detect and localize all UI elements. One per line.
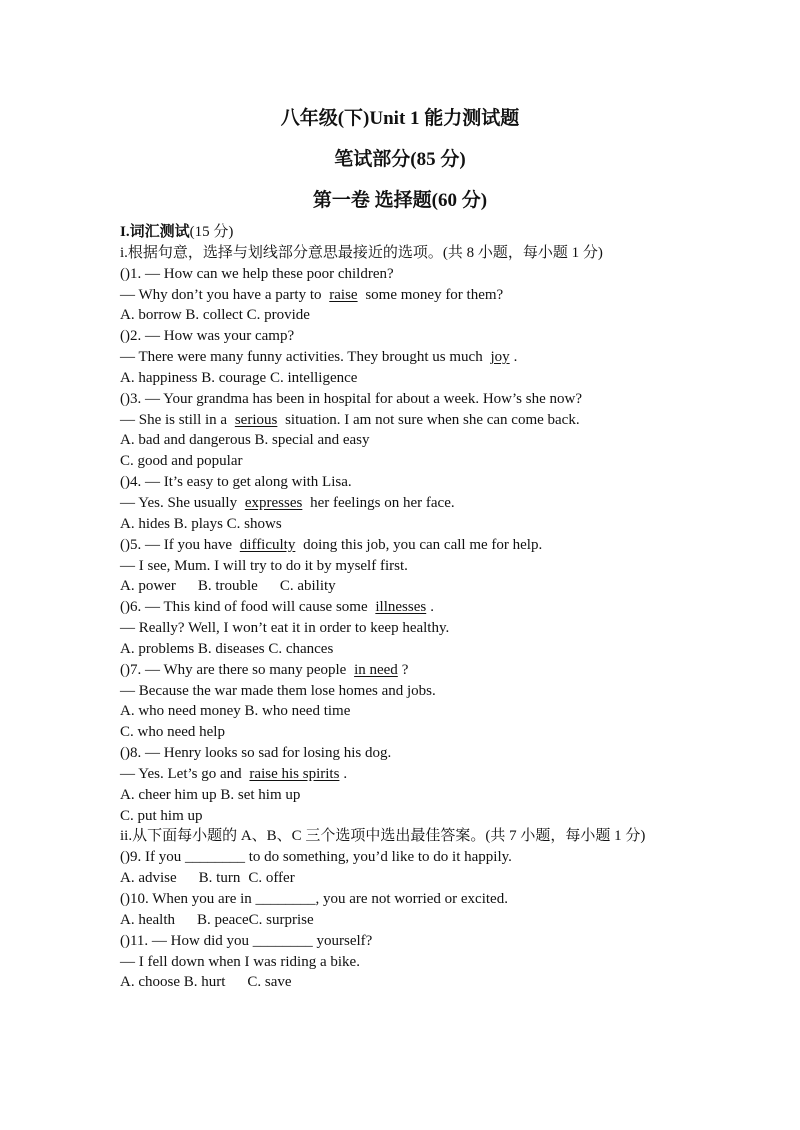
reply-text: — Why don’t you have a party to [120,286,322,303]
prompt-text: ()7. — Why are there so many people [120,661,347,678]
reply-text: — She is still in a [120,411,228,428]
question-10-options [120,910,690,931]
question-8-options-line-2: C. put him up [120,807,203,824]
part-title: 笔试部分(85 分) [334,149,466,170]
question-1-reply [120,285,690,306]
option-c: C. ability [279,578,336,595]
underlined-word: illnesses [375,599,427,616]
question-7-reply: — Because the war made them lose homes and jobs. [120,682,436,699]
section-heading-label: I.词汇测试 [120,224,190,240]
question-11-prompt: ()11. — How did you ________ yourself? [120,932,373,949]
question-5-prompt [120,535,690,556]
option-c: C. save [247,974,292,991]
question-5-options [120,576,690,597]
question-7-options-line-1: A. who need money B. who need time [120,703,351,720]
question-11-reply: — I fell down when I was riding a bike. [120,953,360,970]
question-9-options [120,868,690,889]
question-10-prompt: ()10. When you are in ________, you are not worried or excited. [120,891,508,907]
paper-title: 八年级(下)Unit 1 能力测试题 [280,108,520,129]
reply-text: — Yes. Let’s go and [120,765,242,782]
prompt-text: ? [401,661,409,678]
underlined-word: joy [490,349,510,366]
option-c: C. offer [248,870,295,887]
reply-text: — There were many funny activities. They brought us much [120,349,483,366]
prompt-text: ()6. — This kind of food will cause some [120,599,368,616]
sub-instruction-2: ii.从下面每小题的 A、B、C 三个选项中选出最佳答案。(共 7 小题，每小题 1 分) [120,828,646,845]
underlined-word: expresses [244,494,303,511]
underlined-word: raise [329,286,358,303]
question-4-options: A. hides B. plays C. shows [120,515,282,532]
reply-text: — Yes. She usually [120,494,238,511]
question-7-options-line-2: C. who need help [120,724,225,741]
option-b-c: B. peaceC. surprise [196,911,314,928]
volume-title: 第一卷 选择题(60 分) [312,190,488,211]
question-4-prompt: ()4. — It’s easy to get along with Lisa. [120,474,352,491]
question-8-reply [120,764,690,785]
question-2-prompt: ()2. — How was your camp? [120,328,295,345]
question-section [120,222,690,993]
question-6-reply: — Really? Well, I won’t eat it in order to keep healthy. [120,620,450,637]
sub-instruction-1: i.根据句意，选择与划线部分意思最接近的选项。(共 8 小题，每小题 1 分) [120,244,603,261]
question-11-options [120,972,690,993]
underlined-word: raise his spirits [249,765,340,782]
question-6-prompt [120,597,690,618]
question-1-prompt: ()1. — How can we help these poor children? [120,265,394,282]
question-5-reply: — I see, Mum. I will try to do it by myself first. [120,557,408,574]
question-1-options: A. borrow B. collect C. provide [120,307,310,324]
underlined-word: difficulty [239,536,296,553]
question-3-options-line-1: A. bad and dangerous B. special and easy [120,432,370,449]
option-a: A. advise [120,870,177,887]
reply-text: . [343,765,348,782]
reply-text: her feelings on her face. [310,494,455,511]
question-6-options: A. problems B. diseases C. chances [120,640,334,657]
prompt-text: . [430,599,434,616]
question-4-reply [120,493,690,514]
option-a: A. power [120,578,176,595]
option-b: B. turn [198,870,241,887]
underlined-word: in need [354,661,398,678]
reply-text: some money for them? [365,286,504,303]
option-b: B. trouble [197,578,258,595]
question-3-reply [120,410,690,431]
section-heading [120,222,690,243]
question-8-prompt: ()8. — Henry looks so sad for losing his dog. [120,745,392,762]
reply-text: . [513,349,518,366]
section-heading-points: (15 分) [189,224,234,240]
question-3-options-line-2: C. good and popular [120,453,243,470]
question-2-options: A. happiness B. courage C. intelligence [120,369,358,386]
underlined-word: serious [234,411,278,428]
question-8-options-line-1: A. cheer him up B. set him up [120,786,301,803]
prompt-text: ()5. — If you have [120,536,233,553]
question-2-reply [120,347,690,368]
option-a: A. health [120,911,175,928]
question-9-prompt: ()9. If you ________ to do something, you’d like to do it happily. [120,849,512,866]
question-7-prompt [120,660,690,681]
option-a-b: A. choose B. hurt [120,974,226,991]
reply-text: situation. I am not sure when she can come back. [285,411,580,428]
prompt-text: doing this job, you can call me for help. [303,536,543,553]
question-3-prompt: ()3. — Your grandma has been in hospital for about a week. How’s she now? [120,390,582,407]
